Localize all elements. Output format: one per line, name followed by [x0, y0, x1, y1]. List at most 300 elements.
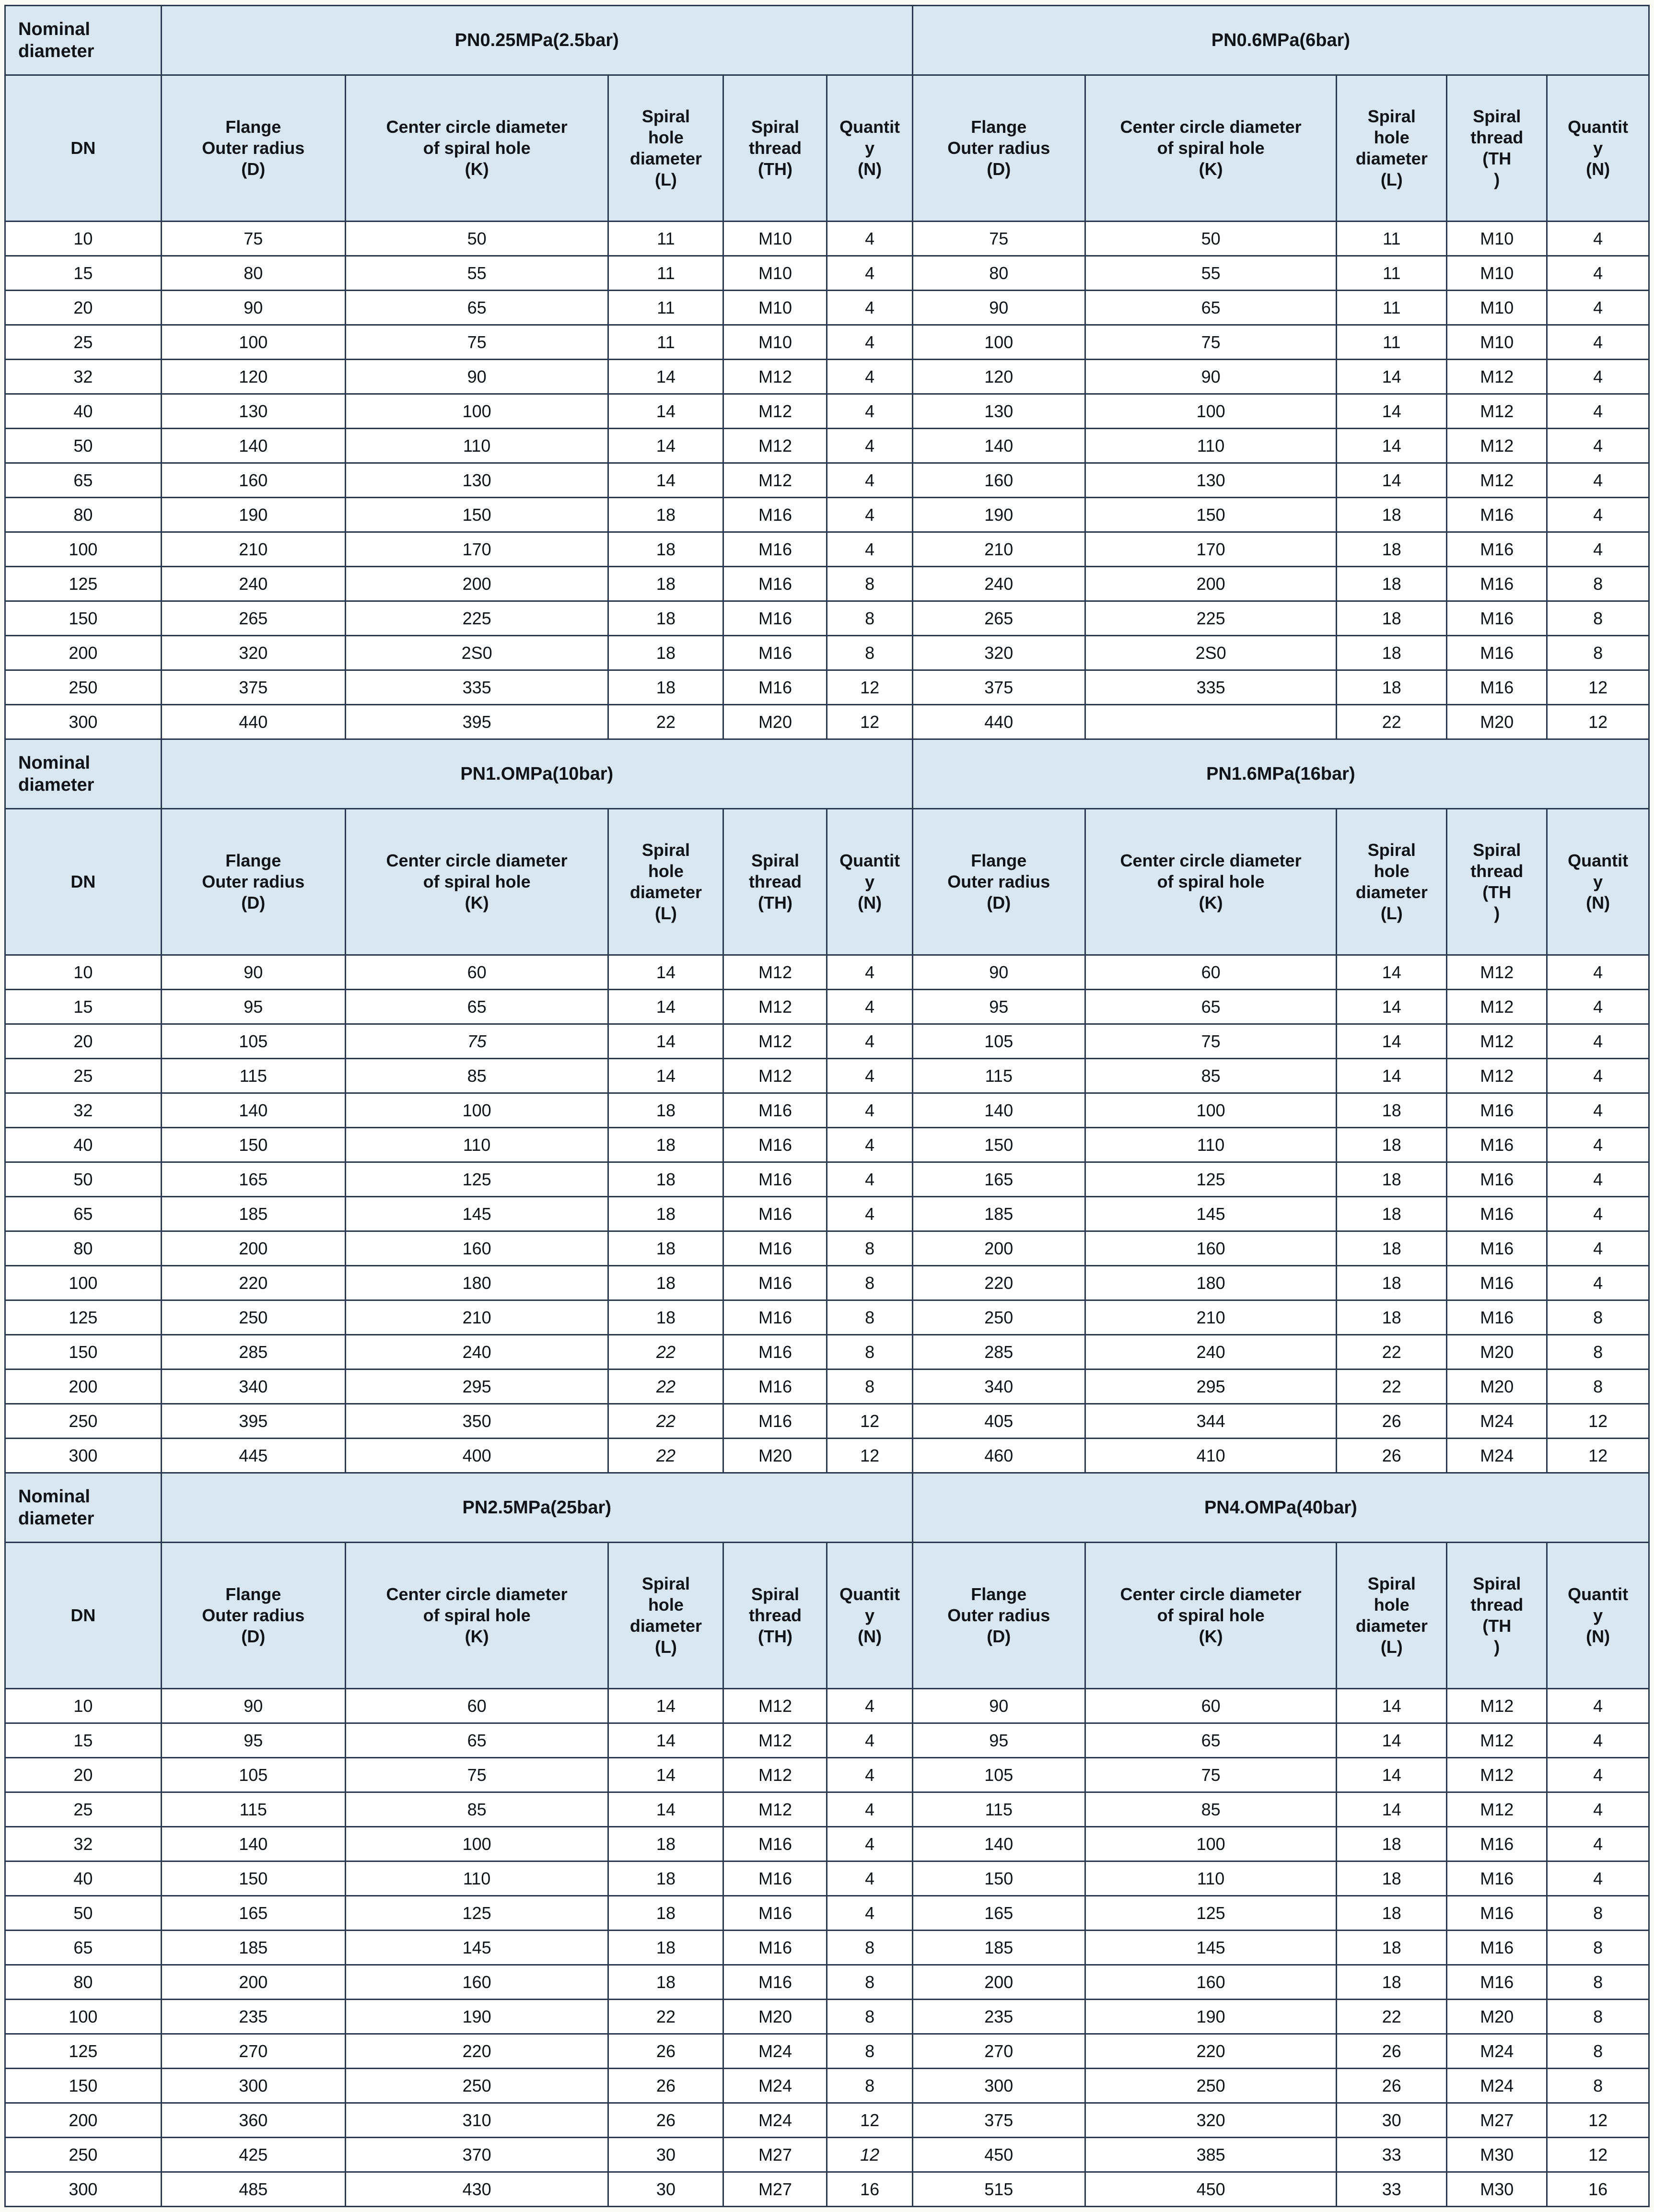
data-row [5, 1231, 1649, 1266]
dn-cell: 150 [5, 2069, 162, 2103]
value-cell: 26 [1337, 2069, 1447, 2103]
value-cell: 14 [608, 1792, 723, 1827]
dn-cell: 200 [5, 636, 162, 670]
value-cell: M16 [1447, 1965, 1547, 2000]
value-cell: M16 [723, 1266, 827, 1300]
value-cell: 12 [1547, 670, 1649, 705]
dn-cell: 25 [5, 1059, 162, 1093]
value-cell: 8 [827, 1931, 912, 1965]
value-cell: M12 [1447, 1758, 1547, 1792]
dn-cell: 25 [5, 1792, 162, 1827]
value-cell: 335 [345, 670, 608, 705]
value-cell: 50 [1085, 222, 1337, 256]
value-cell: 4 [1547, 1266, 1649, 1300]
value-cell: 14 [1337, 955, 1447, 990]
value-cell: 14 [608, 1723, 723, 1758]
value-cell: 180 [1085, 1266, 1337, 1300]
value-cell: 30 [608, 2172, 723, 2207]
value-cell: M12 [1447, 1723, 1547, 1758]
column-header: Spiral hole diameter (L) [608, 75, 723, 222]
dn-header: DN [5, 75, 162, 222]
value-cell: 350 [345, 1404, 608, 1439]
value-cell: 12 [827, 1439, 912, 1473]
value-cell: 270 [161, 2034, 345, 2069]
value-cell: 145 [1085, 1931, 1337, 1965]
value-cell: 11 [1337, 325, 1447, 360]
value-cell: 4 [1547, 498, 1649, 532]
value-cell: 145 [345, 1931, 608, 1965]
value-cell: M12 [723, 1723, 827, 1758]
value-cell: 12 [1547, 2138, 1649, 2172]
value-cell: 4 [1547, 955, 1649, 990]
column-header-row [5, 809, 1649, 955]
value-cell: 4 [1547, 1861, 1649, 1896]
value-cell: 300 [161, 2069, 345, 2103]
dn-cell: 300 [5, 1439, 162, 1473]
value-cell: M16 [723, 1300, 827, 1335]
value-cell: 95 [912, 1723, 1085, 1758]
value-cell: 185 [161, 1931, 345, 1965]
value-cell: M12 [723, 463, 827, 498]
value-cell: M10 [723, 291, 827, 325]
value-cell: 4 [827, 325, 912, 360]
value-cell: 295 [345, 1369, 608, 1404]
value-cell: 160 [345, 1231, 608, 1266]
dn-cell: 20 [5, 1758, 162, 1792]
value-cell: 14 [1337, 1689, 1447, 1723]
dn-cell: 32 [5, 1827, 162, 1861]
value-cell: M12 [1447, 463, 1547, 498]
value-cell: 18 [608, 1266, 723, 1300]
value-cell: 12 [827, 2103, 912, 2138]
value-cell: 150 [161, 1128, 345, 1162]
value-cell: 170 [1085, 532, 1337, 567]
pressure-class-title-right: PN1.6MPa(16bar) [912, 739, 1649, 809]
data-row [5, 1965, 1649, 2000]
value-cell: 12 [827, 1404, 912, 1439]
value-cell: M12 [1447, 429, 1547, 463]
value-cell: 110 [345, 1128, 608, 1162]
value-cell: 8 [827, 1369, 912, 1404]
value-cell: 18 [608, 1827, 723, 1861]
column-header: Spiral thread (TH ) [1447, 75, 1547, 222]
value-cell: 150 [161, 1861, 345, 1896]
value-cell: M24 [1447, 1439, 1547, 1473]
value-cell: 18 [608, 1861, 723, 1896]
value-cell: 8 [1547, 636, 1649, 670]
value-cell: 12 [827, 705, 912, 739]
value-cell: M16 [1447, 1266, 1547, 1300]
value-cell: 145 [345, 1197, 608, 1231]
value-cell: 130 [161, 394, 345, 429]
value-cell: 4 [1547, 291, 1649, 325]
value-cell: M16 [723, 1896, 827, 1931]
data-row [5, 705, 1649, 739]
nominal-diameter-header: Nominal diameter [5, 739, 162, 809]
value-cell: M16 [1447, 1162, 1547, 1197]
value-cell: 75 [161, 222, 345, 256]
value-cell: 22 [1337, 1369, 1447, 1404]
dn-cell: 32 [5, 360, 162, 394]
value-cell: 4 [1547, 463, 1649, 498]
column-header-row [5, 75, 1649, 222]
value-cell: 14 [1337, 429, 1447, 463]
value-cell: 18 [1337, 1162, 1447, 1197]
data-row [5, 2172, 1649, 2207]
value-cell: 8 [1547, 567, 1649, 601]
value-cell: M16 [1447, 567, 1547, 601]
value-cell: 16 [827, 2172, 912, 2207]
value-cell: 4 [1547, 222, 1649, 256]
dn-header: DN [5, 809, 162, 955]
value-cell: M16 [1447, 1827, 1547, 1861]
value-cell: 445 [161, 1439, 345, 1473]
data-row [5, 1439, 1649, 1473]
value-cell [1085, 705, 1337, 739]
value-cell: 4 [1547, 325, 1649, 360]
value-cell: 4 [827, 394, 912, 429]
dn-cell: 125 [5, 1300, 162, 1335]
value-cell: 375 [912, 670, 1085, 705]
value-cell: 85 [1085, 1792, 1337, 1827]
value-cell: 75 [912, 222, 1085, 256]
data-row [5, 1335, 1649, 1369]
data-row [5, 1128, 1649, 1162]
value-cell: 300 [912, 2069, 1085, 2103]
value-cell: 4 [827, 256, 912, 291]
dn-header: DN [5, 1543, 162, 1689]
dn-cell: 80 [5, 1965, 162, 2000]
value-cell: M16 [723, 1093, 827, 1128]
value-cell: 8 [1547, 2000, 1649, 2034]
column-header: Quantit y (N) [1547, 75, 1649, 222]
dn-cell: 125 [5, 2034, 162, 2069]
value-cell: 8 [827, 636, 912, 670]
value-cell: 12 [1547, 2103, 1649, 2138]
value-cell: 4 [827, 429, 912, 463]
value-cell: 385 [1085, 2138, 1337, 2172]
value-cell: M12 [723, 1059, 827, 1093]
value-cell: 22 [608, 1335, 723, 1369]
value-cell: M12 [1447, 394, 1547, 429]
value-cell: 100 [345, 1827, 608, 1861]
column-header: Spiral thread (TH ) [1447, 1543, 1547, 1689]
dn-cell: 15 [5, 256, 162, 291]
value-cell: M10 [723, 256, 827, 291]
value-cell: 18 [608, 532, 723, 567]
value-cell: 8 [1547, 1896, 1649, 1931]
column-header: Quantit y (N) [827, 809, 912, 955]
dn-cell: 32 [5, 1093, 162, 1128]
data-row [5, 1197, 1649, 1231]
value-cell: 18 [1337, 1827, 1447, 1861]
value-cell: M16 [1447, 498, 1547, 532]
value-cell: 18 [608, 601, 723, 636]
value-cell: 340 [912, 1369, 1085, 1404]
value-cell: 8 [1547, 2069, 1649, 2103]
value-cell: 2S0 [345, 636, 608, 670]
value-cell: 170 [345, 532, 608, 567]
dn-cell: 100 [5, 1266, 162, 1300]
value-cell: 18 [1337, 1965, 1447, 2000]
column-header: Spiral thread (TH) [723, 75, 827, 222]
value-cell: M16 [1447, 1300, 1547, 1335]
value-cell: 8 [1547, 1300, 1649, 1335]
value-cell: M24 [723, 2069, 827, 2103]
data-row [5, 1162, 1649, 1197]
value-cell: 18 [608, 1197, 723, 1231]
value-cell: 110 [345, 429, 608, 463]
value-cell: 4 [827, 955, 912, 990]
value-cell: 14 [608, 394, 723, 429]
value-cell: 4 [827, 1792, 912, 1827]
column-header: Center circle diameter of spiral hole (K) [1085, 809, 1337, 955]
value-cell: 4 [827, 1059, 912, 1093]
value-cell: 4 [827, 1896, 912, 1931]
value-cell: 4 [827, 1024, 912, 1059]
value-cell: 180 [345, 1266, 608, 1300]
column-header: Quantit y (N) [1547, 1543, 1649, 1689]
value-cell: 4 [1547, 1197, 1649, 1231]
value-cell: 110 [1085, 1861, 1337, 1896]
data-row [5, 1896, 1649, 1931]
value-cell: M12 [723, 429, 827, 463]
value-cell: M16 [723, 1162, 827, 1197]
value-cell: 18 [1337, 567, 1447, 601]
value-cell: 485 [161, 2172, 345, 2207]
value-cell: 285 [161, 1335, 345, 1369]
value-cell: 190 [1085, 2000, 1337, 2034]
value-cell: 11 [1337, 256, 1447, 291]
value-cell: 11 [608, 291, 723, 325]
value-cell: 4 [1547, 532, 1649, 567]
value-cell: 140 [912, 429, 1085, 463]
value-cell: M27 [723, 2172, 827, 2207]
value-cell: 235 [912, 2000, 1085, 2034]
value-cell: M12 [1447, 1792, 1547, 1827]
value-cell: 18 [608, 1300, 723, 1335]
value-cell: M16 [723, 1404, 827, 1439]
value-cell: M16 [723, 1197, 827, 1231]
value-cell: 8 [827, 2000, 912, 2034]
value-cell: 8 [1547, 1965, 1649, 2000]
value-cell: 4 [1547, 1689, 1649, 1723]
value-cell: 75 [345, 1024, 608, 1059]
value-cell: 14 [608, 1059, 723, 1093]
value-cell: M16 [723, 1827, 827, 1861]
value-cell: 26 [1337, 1404, 1447, 1439]
column-header-row [5, 1543, 1649, 1689]
value-cell: 14 [1337, 990, 1447, 1024]
value-cell: 225 [1085, 601, 1337, 636]
value-cell: 18 [1337, 532, 1447, 567]
value-cell: 310 [345, 2103, 608, 2138]
value-cell: 220 [161, 1266, 345, 1300]
value-cell: 115 [161, 1059, 345, 1093]
value-cell: M16 [723, 1931, 827, 1965]
value-cell: 440 [912, 705, 1085, 739]
nominal-diameter-header: Nominal diameter [5, 6, 162, 75]
value-cell: 340 [161, 1369, 345, 1404]
value-cell: 200 [161, 1231, 345, 1266]
value-cell: 22 [1337, 2000, 1447, 2034]
value-cell: 26 [1337, 2034, 1447, 2069]
value-cell: M24 [723, 2103, 827, 2138]
value-cell: 4 [1547, 429, 1649, 463]
value-cell: 60 [1085, 1689, 1337, 1723]
value-cell: 8 [1547, 601, 1649, 636]
dn-cell: 40 [5, 394, 162, 429]
dn-cell: 150 [5, 1335, 162, 1369]
value-cell: 55 [345, 256, 608, 291]
value-cell: M16 [1447, 1896, 1547, 1931]
dn-cell: 50 [5, 429, 162, 463]
pressure-class-title-right: PN4.OMPa(40bar) [912, 1473, 1649, 1543]
value-cell: 320 [1085, 2103, 1337, 2138]
value-cell: 11 [608, 256, 723, 291]
value-cell: 145 [1085, 1197, 1337, 1231]
value-cell: 110 [1085, 1128, 1337, 1162]
value-cell: 360 [161, 2103, 345, 2138]
value-cell: 165 [161, 1162, 345, 1197]
data-row [5, 2103, 1649, 2138]
value-cell: M20 [1447, 2000, 1547, 2034]
column-header: Quantit y (N) [827, 75, 912, 222]
value-cell: 4 [827, 463, 912, 498]
value-cell: M20 [1447, 1335, 1547, 1369]
value-cell: 22 [1337, 1335, 1447, 1369]
value-cell: 90 [161, 291, 345, 325]
value-cell: M10 [723, 222, 827, 256]
value-cell: 8 [1547, 1369, 1649, 1404]
value-cell: M24 [723, 2034, 827, 2069]
value-cell: M12 [723, 1689, 827, 1723]
value-cell: 270 [912, 2034, 1085, 2069]
value-cell: 250 [1085, 2069, 1337, 2103]
value-cell: 105 [912, 1024, 1085, 1059]
value-cell: 4 [1547, 256, 1649, 291]
value-cell: 8 [827, 2069, 912, 2103]
value-cell: 235 [161, 2000, 345, 2034]
value-cell: 8 [827, 601, 912, 636]
value-cell: 75 [1085, 1758, 1337, 1792]
value-cell: 11 [608, 325, 723, 360]
value-cell: 18 [608, 567, 723, 601]
value-cell: 75 [345, 325, 608, 360]
value-cell: M16 [723, 670, 827, 705]
value-cell: 4 [1547, 1792, 1649, 1827]
value-cell: 14 [608, 955, 723, 990]
value-cell: 4 [827, 1723, 912, 1758]
value-cell: 4 [827, 498, 912, 532]
value-cell: M12 [723, 1024, 827, 1059]
value-cell: M12 [723, 360, 827, 394]
value-cell: M16 [723, 532, 827, 567]
value-cell: 120 [912, 360, 1085, 394]
value-cell: 14 [1337, 1024, 1447, 1059]
data-row [5, 429, 1649, 463]
column-header: Spiral hole diameter (L) [1337, 1543, 1447, 1689]
value-cell: 320 [161, 636, 345, 670]
value-cell: M16 [723, 567, 827, 601]
value-cell: 4 [827, 360, 912, 394]
value-cell: 375 [912, 2103, 1085, 2138]
data-row [5, 394, 1649, 429]
nominal-diameter-header: Nominal diameter [5, 1473, 162, 1543]
value-cell: 4 [827, 1758, 912, 1792]
value-cell: M16 [1447, 1093, 1547, 1128]
column-header: Spiral thread (TH) [723, 809, 827, 955]
value-cell: 240 [912, 567, 1085, 601]
column-header: Flange Outer radius (D) [161, 1543, 345, 1689]
value-cell: 200 [345, 567, 608, 601]
value-cell: M24 [1447, 1404, 1547, 1439]
column-header: Spiral hole diameter (L) [1337, 809, 1447, 955]
value-cell: 200 [912, 1965, 1085, 2000]
value-cell: 515 [912, 2172, 1085, 2207]
value-cell: M16 [1447, 1931, 1547, 1965]
data-row [5, 1931, 1649, 1965]
value-cell: 4 [1547, 1024, 1649, 1059]
column-header: Spiral hole diameter (L) [1337, 75, 1447, 222]
value-cell: M16 [723, 1231, 827, 1266]
data-row [5, 1827, 1649, 1861]
value-cell: 8 [1547, 2034, 1649, 2069]
value-cell: M10 [1447, 222, 1547, 256]
value-cell: 430 [345, 2172, 608, 2207]
value-cell: M16 [1447, 601, 1547, 636]
value-cell: 210 [161, 532, 345, 567]
value-cell: 125 [1085, 1162, 1337, 1197]
data-row [5, 2034, 1649, 2069]
column-header: Flange Outer radius (D) [912, 75, 1085, 222]
value-cell: 26 [608, 2034, 723, 2069]
value-cell: 95 [161, 1723, 345, 1758]
value-cell: 8 [1547, 1931, 1649, 1965]
value-cell: 115 [161, 1792, 345, 1827]
value-cell: 165 [161, 1896, 345, 1931]
value-cell: 4 [1547, 990, 1649, 1024]
value-cell: 190 [161, 498, 345, 532]
value-cell: 200 [161, 1965, 345, 2000]
value-cell: 150 [912, 1861, 1085, 1896]
pressure-class-title-left: PN0.25MPa(2.5bar) [161, 6, 912, 75]
dn-cell: 65 [5, 1931, 162, 1965]
value-cell: 4 [1547, 1758, 1649, 1792]
value-cell: 4 [827, 1128, 912, 1162]
value-cell: 265 [912, 601, 1085, 636]
value-cell: 395 [345, 705, 608, 739]
data-row [5, 222, 1649, 256]
value-cell: M16 [1447, 1861, 1547, 1896]
value-cell: 130 [912, 394, 1085, 429]
value-cell: M16 [1447, 532, 1547, 567]
value-cell: 4 [1547, 1059, 1649, 1093]
value-cell: 450 [1085, 2172, 1337, 2207]
value-cell: 8 [827, 567, 912, 601]
value-cell: 14 [1337, 360, 1447, 394]
value-cell: 105 [161, 1758, 345, 1792]
value-cell: 130 [345, 463, 608, 498]
data-row [5, 360, 1649, 394]
value-cell: 14 [608, 1689, 723, 1723]
value-cell: M20 [1447, 1369, 1547, 1404]
value-cell: 225 [345, 601, 608, 636]
value-cell: M12 [723, 394, 827, 429]
pressure-class-title-left: PN1.OMPa(10bar) [161, 739, 912, 809]
value-cell: M12 [1447, 1689, 1547, 1723]
value-cell: 55 [1085, 256, 1337, 291]
